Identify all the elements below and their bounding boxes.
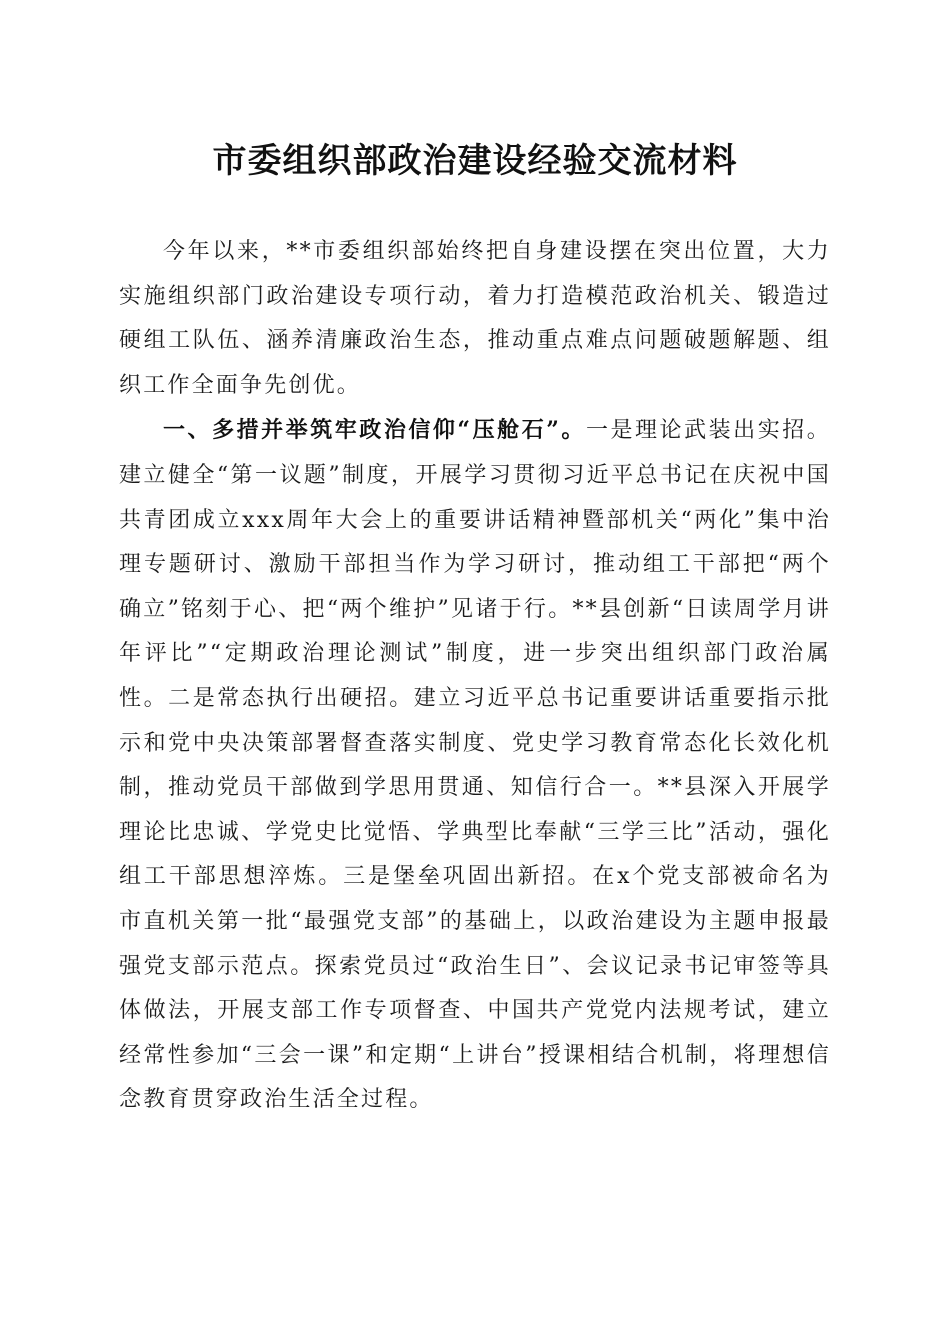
section-1-body: 一是理论武装出实招。建立健全“第一议题”制度，开展学习贯彻习近平总书记在庆祝中国共青团成立xxx周年大会上的重要讲话精神暨部机关“两化”集中治理专题研讨、激励干部担当作为学习研讨，推动组工干部把“两个确立”铭刻于心、把“两个维护”见诸于行。**县创新“日读周学月讲年评比”“定期政治理论测试”制度，进一步突出组织部门政治属性。二是常态执行出硬招。建立习近平总书记重要讲话重要指示批示和党中央决策部署督查落实制度、党史学习教育常态化长效化机制，推动党员干部做到学思用贯通、知信行合一。**县深入开展学理论比忠诚、学党史比觉悟、学典型比奉献“三学三比”活动，强化组工干部思想淬炼。三是堡垒巩固出新招。在x个党支部被命名为市直机关第一批“最强党支部”的基础上，以政治建设为主题申报最强党支部示范点。探索党员过“政治生日”、会议记录书记审签等具体做法，开展支部工作专项督查、中国共产党党内法规考试，建立经常性参加“三会一课”和定期“上讲台”授课相结合机制，将理想信念教育贯穿政治生活全过程。 — [119, 418, 831, 1113]
intro-paragraph: 今年以来，**市委组织部始终把自身建设摆在突出位置，大力实施组织部门政治建设专项行动，着力打造模范政治机关、锻造过硬组工队伍、涵养清廉政治生态，推动重点难点问题破题解题、组织工作全面争先创优。 — [119, 239, 831, 398]
section-1-heading: 一、多措并举筑牢政治信仰“压舱石”。 — [163, 417, 586, 444]
document-title: 市委组织部政治建设经验交流材料 — [212, 141, 738, 181]
document-body — [119, 230, 831, 1123]
section-1-paragraph — [119, 408, 831, 1123]
